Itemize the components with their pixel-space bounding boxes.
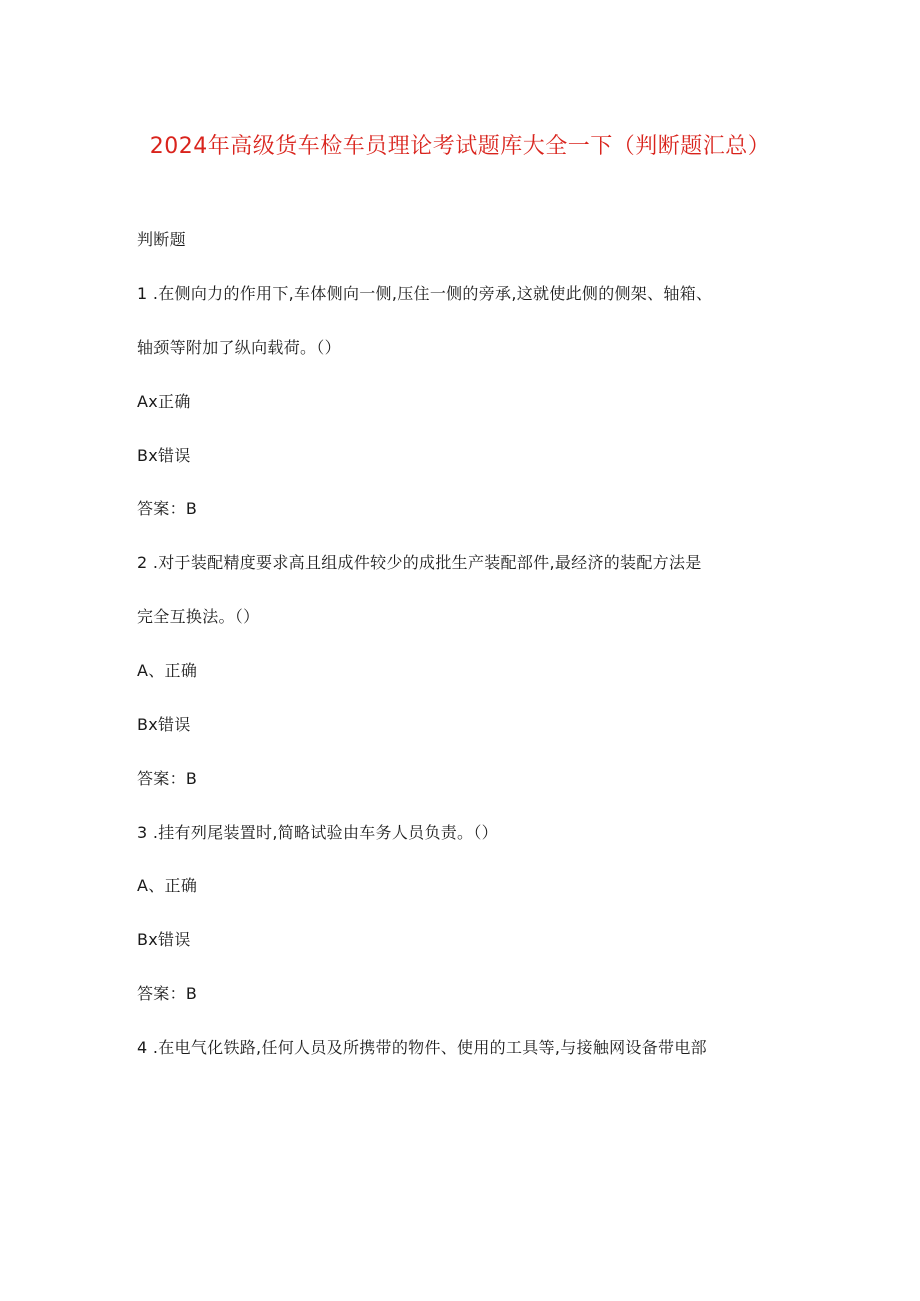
question-2-text-line-2: 完全互换法。（） — [137, 607, 260, 626]
question-4-text-line-1: 4 .在电气化铁路,任何人员及所携带的物件、使用的工具等,与接触网设备带电部 — [137, 1038, 707, 1057]
question-3-option-a: A、正确 — [137, 876, 198, 895]
question-1-text-line-1: 1 .在侧向力的作用下,车体侧向一侧,压住一侧的旁承,这就使此侧的侧架、轴箱、 — [137, 284, 713, 303]
question-1-answer: 答案：B — [137, 499, 198, 518]
question-2-answer: 答案：B — [137, 769, 198, 788]
question-3-answer: 答案：B — [137, 984, 198, 1003]
section-label: 判断题 — [137, 230, 186, 249]
question-2-text-line-1: 2 .对于装配精度要求高且组成件较少的成批生产装配部件,最经济的装配方法是 — [137, 553, 702, 572]
question-3-text-line-1: 3 .挂有列尾装置时,简略试验由车务人员负责。（） — [137, 823, 498, 842]
question-3-option-b: Bx错误 — [137, 930, 191, 949]
question-2-option-a: A、正确 — [137, 661, 198, 680]
question-1-option-b: Bx错误 — [137, 446, 191, 465]
document-title: 2024年高级货车检车员理论考试题库大全一下（判断题汇总） — [149, 134, 771, 159]
question-1-text-line-2: 轴颈等附加了纵向载荷。（） — [137, 338, 341, 357]
question-2-option-b: Bx错误 — [137, 715, 191, 734]
question-1-option-a: Ax正确 — [137, 392, 191, 411]
